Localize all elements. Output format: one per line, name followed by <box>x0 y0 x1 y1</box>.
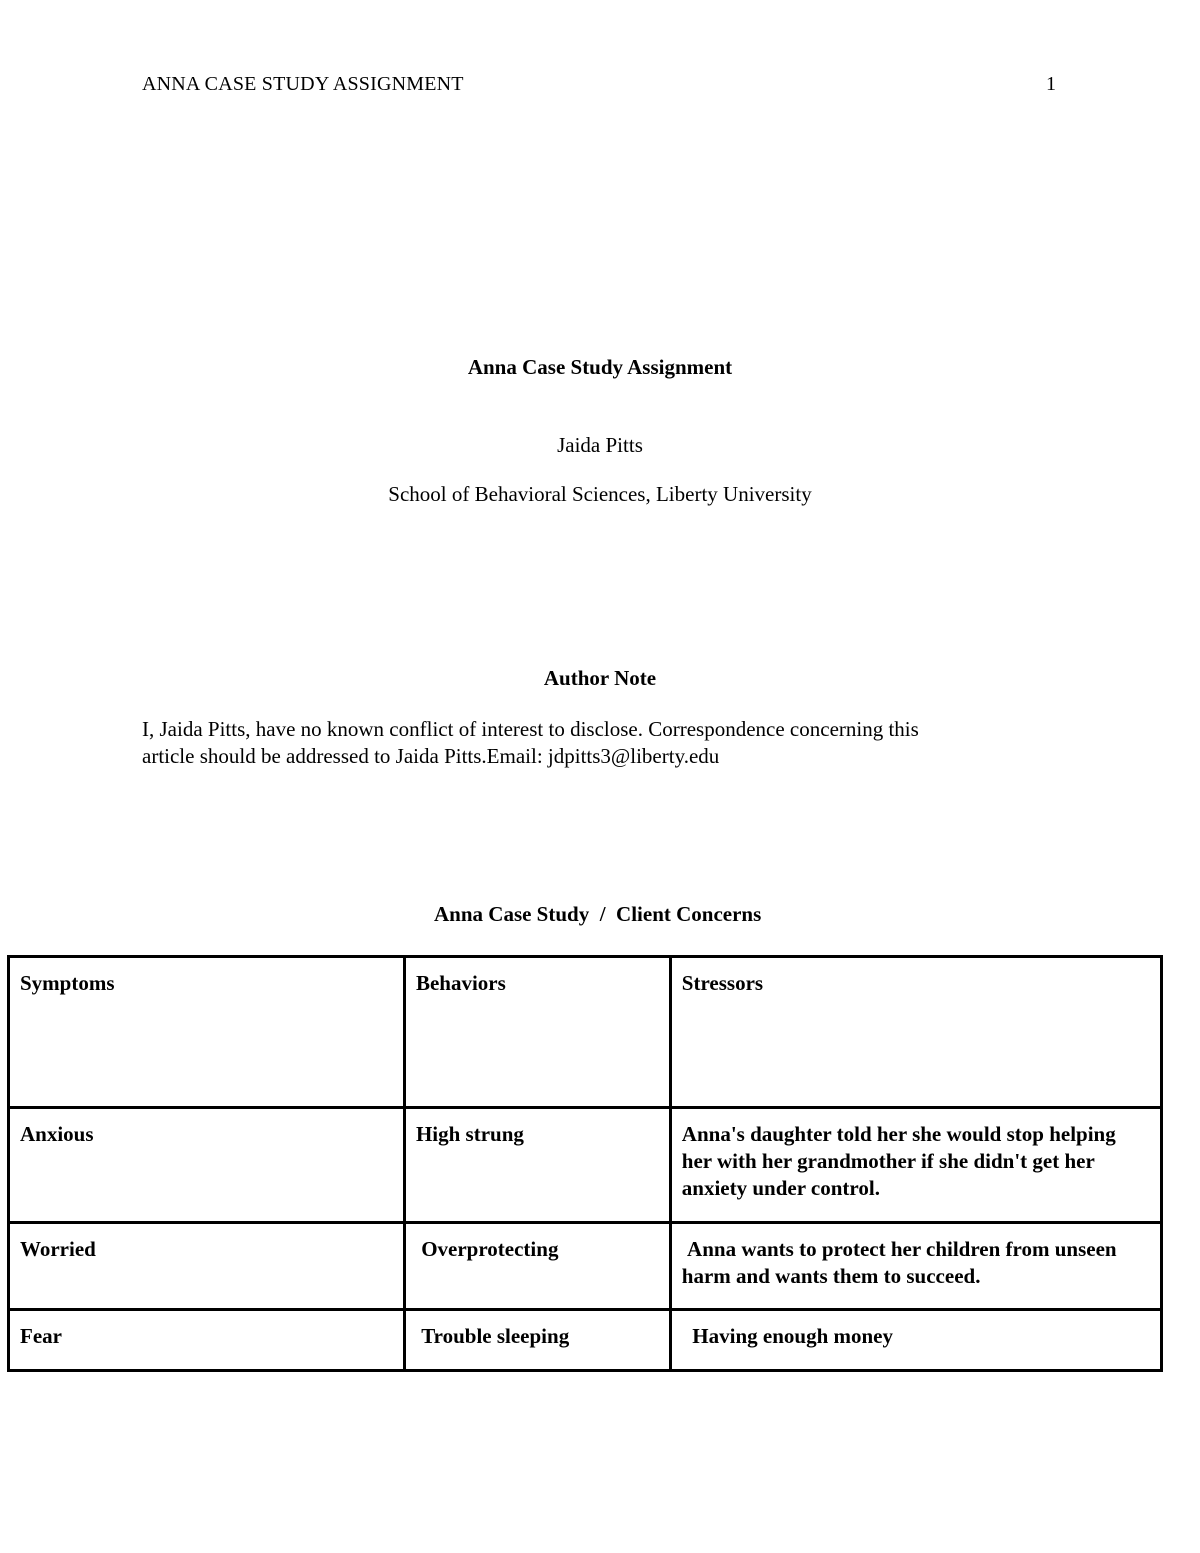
author-affiliation: School of Behavioral Sciences, Liberty University <box>388 482 812 506</box>
behavior-cell: High strung <box>404 1108 670 1223</box>
running-head: ANNA CASE STUDY ASSIGNMENT <box>142 73 464 95</box>
author-note-text <box>142 716 1042 770</box>
author-note-heading: Author Note <box>543 666 657 690</box>
stressor-cell: Anna wants to protect her children from unseen harm and wants them to succeed. <box>670 1223 1161 1310</box>
author-note-line: I, Jaida Pitts, have no known conflict of interest to disclose. Correspondence concerning this <box>142 717 919 741</box>
document-title: Anna Case Study Assignment <box>467 355 733 379</box>
table-row <box>9 1310 1162 1371</box>
header-cell-stressors: Stressors <box>670 957 1161 1108</box>
behavior-cell: Overprotecting <box>404 1223 670 1310</box>
behavior-cell: Trouble sleeping <box>404 1310 670 1371</box>
table-row <box>9 1223 1162 1310</box>
stressor-cell: Anna's daughter told her she would stop helping her with her grandmother if she didn't get her anxiety under control. <box>670 1108 1161 1223</box>
stressor-cell: Having enough money <box>670 1310 1161 1371</box>
author-note-line: article should be addressed to Jaida Pitts.Email: jdpitts3@liberty.edu <box>142 744 720 768</box>
table-caption: Anna Case Study / Client Concerns <box>434 902 762 926</box>
symptom-cell: Anxious <box>9 1108 405 1223</box>
author-name: Jaida Pitts <box>557 433 643 457</box>
table-row <box>9 1108 1162 1223</box>
symptom-cell: Fear <box>9 1310 405 1371</box>
header-cell-behaviors: Behaviors <box>404 957 670 1108</box>
header-cell-symptoms: Symptoms <box>9 957 405 1108</box>
page-number: 1 <box>1046 73 1056 95</box>
table-header-row <box>9 957 1162 1108</box>
client-concerns-table <box>7 955 1163 1372</box>
symptom-cell: Worried <box>9 1223 405 1310</box>
